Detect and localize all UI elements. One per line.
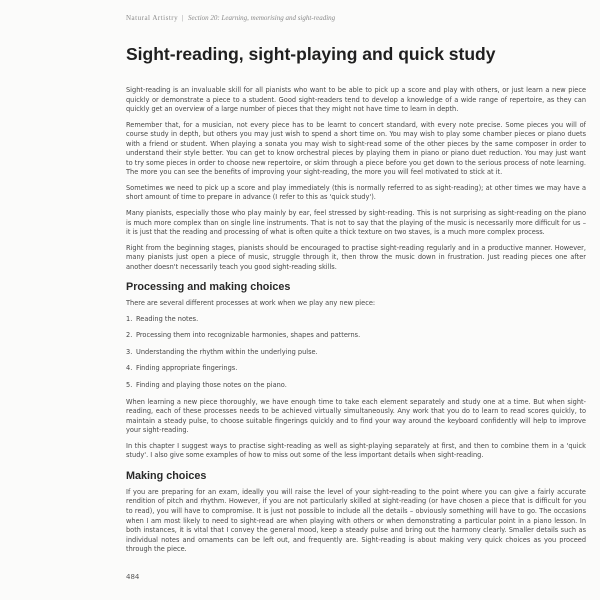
page-number: 484 <box>126 573 140 581</box>
processing-paragraph: When learning a new piece thoroughly, we have enough time to take each element separately and study one at a time. But when sight-reading, each of these processes needs to be achieved virtually simultaneously. Any work that you do to learn to read scores quickly, to maintain a steady pulse, to choose suitable fingerings quickly and to find your way around the keyboard confidently will help to improve your sight-reading. <box>126 397 586 435</box>
processing-paragraph: In this chapter I suggest ways to practise sight-reading as well as sight-playing separately at first, and then to combine them in a 'quick study'. I also give some examples of how to miss out some of the less important details when sight-reading. <box>126 441 586 460</box>
body-text <box>126 86 586 561</box>
list-item <box>126 331 586 341</box>
running-head-separator: | <box>182 14 185 22</box>
list-item <box>126 348 586 358</box>
intro-paragraph: Sometimes we need to pick up a score and play immediately (this is normally referred to as sight-reading); at other times we may have a short amount of time to prepare in advance (I refer to this as 'quick study'). <box>126 183 586 202</box>
list-item <box>126 315 586 325</box>
running-head-book: Natural Artistry <box>126 14 179 22</box>
list-item-number: 4. <box>126 364 133 373</box>
list-item-text: Finding appropriate fingerings. <box>136 364 238 373</box>
section-heading-processing: Processing and making choices <box>126 281 291 294</box>
list-item-number: 3. <box>126 347 133 356</box>
list-item-text: Reading the notes. <box>136 314 199 323</box>
list-item <box>126 381 586 391</box>
running-head <box>126 14 335 22</box>
list-item-number: 5. <box>126 381 133 390</box>
making-choices-paragraph: If you are preparing for an exam, ideally you will raise the level of your sight-reading to the point where you can give a fairly accurate rendition of pitch and rhythm. However, if you are not particularly skilled at sight-reading (or have chosen a piece that is difficult for you to read), you will have to compromise. It is just not possible to include all the details – obviously something will have to go. The occasions when I am most likely to need to sight-read are when playing with others or when demonstrating a particular point in a piano lesson. In both instances, it is vital that I convey the general mood, keep a steady pulse and bring out the harmony clearly. Smaller details such as individual notes and ornaments can be left out, and frequently are. Sight-reading is about making very quick choices as you proceed through the piece. <box>126 487 586 554</box>
processing-lead: There are several different processes at work when we play any new piece: <box>126 299 376 308</box>
process-steps-list <box>126 315 586 391</box>
list-item-number: 1. <box>126 314 133 323</box>
intro-paragraph: Right from the beginning stages, pianists should be encouraged to practise sight-reading regularly and in a productive manner. However, many pianists just open a piece of music, struggle through it, then throw the music down in frustration. Just reading pieces one after another doesn't necessarily teach you good sight-reading skills. <box>126 243 586 271</box>
list-item-text: Processing them into recognizable harmonies, shapes and patterns. <box>136 331 361 340</box>
intro-paragraph: Remember that, for a musician, not every piece has to be learnt to concert standard, with every note precise. Some pieces you will of course study in depth, but others you may just wish to spend a short time on. You may wish to play some chamber pieces or piano duets with a friend or student. When playing a sonata you may wish to sight-read some of the other pieces by the same composer in order to understand their style better. You can get to know orchestral pieces by playing them in piano or piano duet reduction. You may just want to try some pieces in order to choose new repertoire, or skim through a piece before you get down to the serious process of note learning. The more you can see the benefits of improving your sight-reading, the more you will feel motivated to stick at it. <box>126 120 586 177</box>
intro-paragraph: Many pianists, especially those who play mainly by ear, feel stressed by sight-reading. This is not surprising as sight-reading on the piano is much more complex than on single line instruments. That is not to say that the playing of the music is necessarily more difficult for us – it is just that the reading and processing of what is often quite a thick texture on two staves, is a much more complex process. <box>126 209 586 237</box>
running-head-section: Section 20: Learning, memorising and sight-reading <box>188 14 336 22</box>
list-item-text: Understanding the rhythm within the underlying pulse. <box>136 347 318 356</box>
list-item-text: Finding and playing those notes on the piano. <box>136 381 287 390</box>
list-item-number: 2. <box>126 331 133 340</box>
chapter-title: Sight-reading, sight-playing and quick study <box>126 44 496 64</box>
intro-paragraph: Sight-reading is an invaluable skill for all pianists who want to be able to pick up a score and play with others, or just learn a new piece quickly or demonstrate a piece to a student. Good sight-readers tend to develop a knowledge of a wide range of repertoire, as they can quickly get an overview of a large number of pieces that they might not have time to learn in depth. <box>126 86 586 114</box>
section-heading-making-choices: Making choices <box>126 469 207 482</box>
list-item <box>126 364 586 374</box>
